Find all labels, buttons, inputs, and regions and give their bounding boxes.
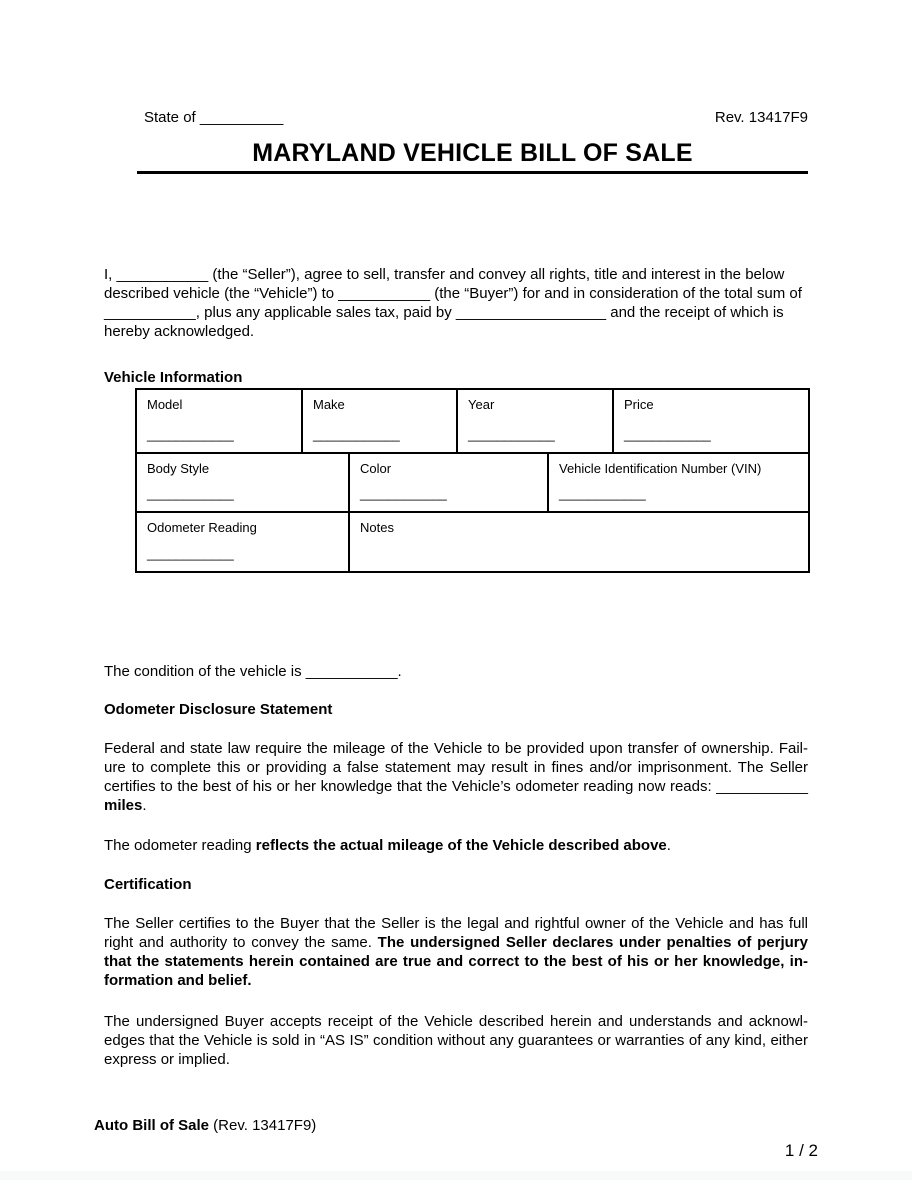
body-style-blank-line: ____________ [147,486,234,501]
year-blank-line: ____________ [468,427,555,442]
certification-heading: Certification [104,876,192,893]
odometer-reading-label: Odometer Reading [147,520,257,535]
certification-buyer-paragraph: The undersigned Buyer accepts receipt of the Vehicle described herein and understands and acknowledges that the Vehicle is sold in “AS IS” condition without any guarantees or warranties of any kind, either express or implied. [104,1013,808,1068]
title-rule [137,171,808,174]
vehicle-information-heading: Vehicle Information [104,369,243,386]
odometer-mileage-line: The odometer reading reflects the actual mileage of the Vehicle described above. [104,837,671,854]
page-header [104,108,808,127]
year-label: Year [468,397,495,412]
price-label: Price [624,397,654,412]
color-blank-line: ____________ [360,486,447,501]
table-row [137,390,808,452]
revision-label: Rev. 13417F9 [714,109,808,126]
body-style-cell [137,454,348,511]
state-of-field: State of __________ [144,109,284,126]
model-blank-line: ____________ [147,427,234,442]
make-blank-line: ____________ [313,427,400,442]
year-cell [456,390,612,452]
certification-seller-paragraph: The Seller certifies to the Buyer that the Seller is the legal and rightful owner of the Vehicle and has full right and authority to convey the same. The undersigned Seller declares under penalties of perjury that the statements herein contained are true and correct to the best of his or her knowledge, information and belief. [104,915,808,989]
document-title: MARYLAND VEHICLE BILL OF SALE [252,139,693,167]
vin-label: Vehicle Identification Number (VIN) [559,461,762,476]
vin-blank-line: ____________ [559,486,646,501]
notes-cell [348,513,808,571]
footer-doc-name: Auto Bill of Sale [94,1117,210,1134]
make-cell [301,390,456,452]
notes-label: Notes [360,520,394,535]
title-block [137,140,808,174]
table-row [137,452,808,511]
odometer-disclosure-paragraph: Federal and state law require the mileage of the Vehicle to be provided upon transfer of ownership. Failure to complete this or providing a false statement may result in fines and/or imprisonment. The Seller certifies to the best of his or her knowledge that the Vehicle’s odometer reading now reads: ___________ miles. [104,740,808,814]
model-label: Model [147,397,183,412]
color-cell [348,454,547,511]
intro-paragraph: I, ___________ (the “Seller”), agree to sell, transfer and convey all rights, title and interest in the below described vehicle (the “Vehicle”) to ___________ (the “Buyer”) for and in consideration of the total sum of ___________, plus any applicable sales tax, paid by __________________ and the receipt of which is hereby acknowledged. [104,266,802,340]
vehicle-information-table [135,388,810,573]
make-label: Make [313,397,345,412]
condition-line: The condition of the vehicle is ___________. [104,663,402,680]
vin-cell [547,454,808,511]
odometer-reading-blank-line: ____________ [147,546,234,561]
odometer-disclosure-heading: Odometer Disclosure Statement [104,701,333,718]
page-number: 1 / 2 [784,1141,818,1160]
color-label: Color [360,461,392,476]
model-cell [137,390,301,452]
odometer-reading-cell [137,513,348,571]
document-footer [94,1116,808,1135]
footer-doc-rev: (Rev. 13417F9) [209,1117,317,1134]
price-blank-line: ____________ [624,427,711,442]
page-boundary-strip [0,1171,912,1180]
body-style-label: Body Style [147,461,210,476]
price-cell [612,390,808,452]
table-row [137,511,808,571]
